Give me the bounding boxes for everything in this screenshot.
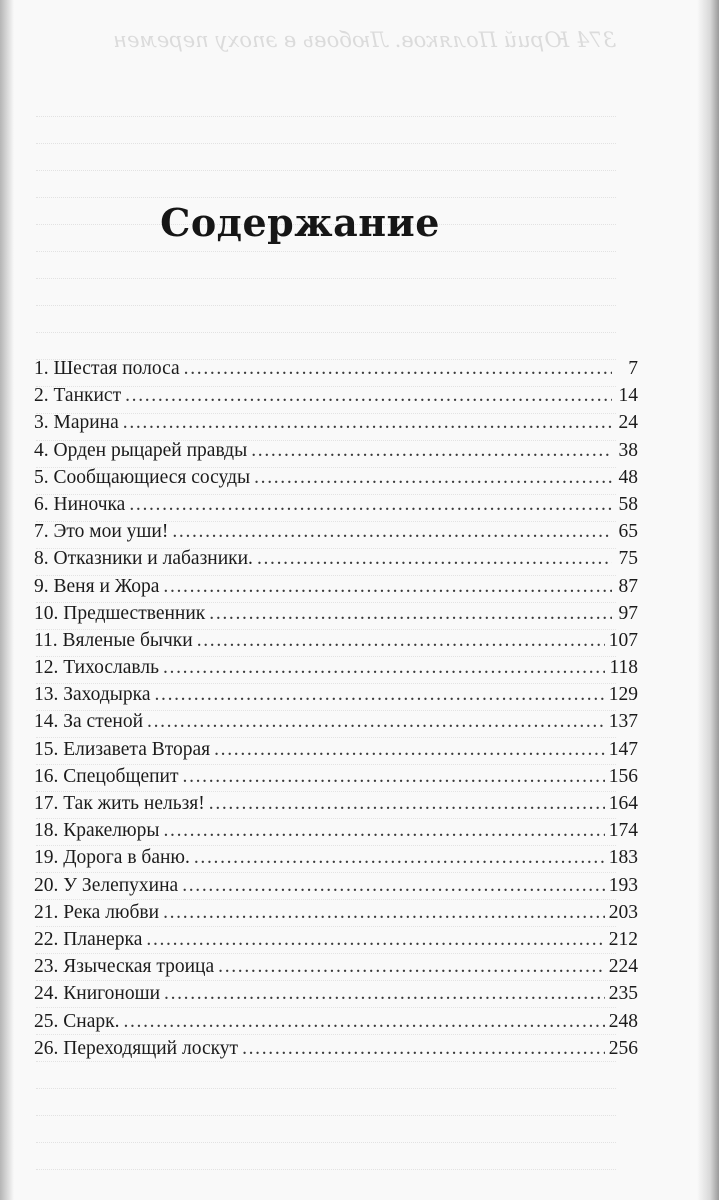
toc-entry (34, 983, 638, 1010)
toc-entry (34, 847, 638, 874)
toc-entry-title: 19. Дорога в баню. (34, 847, 190, 869)
bleed-through-line (36, 90, 616, 117)
toc-entry-page-number: 203 (608, 901, 638, 923)
toc-dot-leader (154, 684, 604, 706)
toc-dot-leader (164, 983, 605, 1005)
toc-entry-page-number: 97 (618, 602, 638, 624)
toc-entry-page-number: 164 (608, 793, 638, 814)
toc-dot-leader (197, 630, 605, 652)
toc-entry (34, 467, 638, 494)
toc-dot-leader (209, 793, 605, 815)
toc-entry-page-number: 248 (608, 1010, 638, 1032)
toc-entry-page-number: 65 (618, 521, 638, 543)
toc-entry-page-number: 224 (608, 956, 638, 978)
toc-entry (34, 603, 638, 630)
toc-entry (34, 711, 638, 738)
toc-entry-page-number: 147 (608, 738, 638, 760)
toc-entry (34, 902, 638, 929)
page-right-shadow (697, 0, 719, 1200)
toc-entry (34, 440, 638, 467)
toc-dot-leader (146, 929, 604, 951)
toc-entry-page-number: 118 (609, 657, 638, 679)
toc-entry (34, 630, 638, 657)
toc-entry-title: 8. Отказники и лабазники. (34, 548, 253, 570)
toc-entry-page-number: 7 (628, 358, 638, 379)
toc-entry (34, 657, 638, 684)
bleed-through-line (36, 252, 616, 279)
bleed-through-line (36, 1116, 616, 1143)
toc-entry-title: 22. Планерка (34, 928, 143, 950)
toc-entry (34, 684, 638, 711)
toc-entry (34, 576, 638, 603)
toc-dot-leader (251, 440, 612, 462)
toc-entry (34, 494, 638, 521)
toc-entry (34, 875, 638, 902)
toc-entry-title: 4. Орден рыцарей правды (34, 439, 248, 461)
toc-entry-page-number: 58 (618, 493, 638, 515)
bleed-through-line (36, 171, 616, 198)
toc-entry-page-number: 24 (618, 412, 638, 434)
toc-dot-leader (172, 521, 612, 543)
toc-entry-title: 3. Марина (34, 412, 119, 434)
bleed-through-line (36, 1143, 616, 1170)
toc-entry-page-number: 14 (618, 385, 638, 407)
bleed-through-line (36, 279, 616, 306)
toc-entry-page-number: 193 (608, 874, 638, 896)
bleed-through-line (36, 1062, 616, 1089)
toc-entry-title: 10. Предшественник (34, 602, 206, 624)
toc-entry (34, 739, 638, 766)
toc-dot-leader (163, 657, 605, 679)
toc-dot-leader (184, 358, 612, 380)
toc-entry (34, 548, 638, 575)
toc-entry (34, 521, 638, 548)
toc-entry-page-number: 183 (608, 847, 638, 869)
toc-entry-title: 9. Веня и Жора (34, 575, 160, 597)
toc-entry-page-number: 75 (618, 548, 638, 570)
toc-entry-title: 16. Спецобщепит (34, 765, 179, 787)
toc-dot-leader (163, 902, 605, 924)
toc-entry-title: 26. Переходящий лоскут (34, 1037, 239, 1059)
bleed-through-running-header: 374 Юрий Поляков. Любовь в эпоху перемен (113, 28, 616, 52)
toc-dot-leader (218, 956, 605, 978)
toc-entry-page-number: 87 (618, 575, 638, 597)
toc-entry (34, 385, 638, 412)
toc-entry-title: 23. Языческая троица (34, 956, 215, 978)
page-left-shadow (0, 0, 14, 1200)
toc-entry-title: 12. Тихославль (34, 657, 159, 679)
bleed-through-line (36, 144, 616, 171)
toc-entry-page-number: 212 (608, 928, 638, 950)
bleed-through-line (36, 306, 616, 333)
toc-entry-title: 5. Сообщающиеся сосуды (34, 466, 251, 488)
toc-entry-page-number: 38 (618, 439, 638, 461)
toc-dot-leader (194, 847, 605, 869)
bleed-through-line (36, 1089, 616, 1116)
toc-dot-leader (123, 1011, 604, 1033)
page-title: Содержание (160, 200, 440, 245)
toc-entry (34, 1011, 638, 1038)
toc-dot-leader (257, 548, 612, 570)
toc-entry (34, 956, 638, 983)
toc-entry (34, 929, 638, 956)
toc-entry-title: 18. Кракелюры (34, 820, 160, 842)
toc-entry-page-number: 48 (618, 466, 638, 488)
toc-entry-title: 20. У Зелепухина (34, 874, 179, 896)
toc-entry-title: 1. Шестая полоса (34, 358, 180, 379)
toc-entry-page-number: 256 (608, 1037, 638, 1059)
toc-entry-title: 7. Это мои уши! (34, 521, 169, 543)
toc-entry (34, 793, 638, 820)
toc-dot-leader (147, 711, 605, 733)
toc-entry-page-number: 235 (608, 983, 638, 1005)
toc-dot-leader (123, 412, 612, 434)
toc-entry-title: 11. Вяленые бычки (34, 629, 193, 651)
toc-dot-leader (182, 875, 605, 897)
toc-entry-title: 24. Книгоноши (34, 983, 161, 1005)
toc-entry-title: 6. Ниночка (34, 493, 126, 515)
toc-entry-page-number: 174 (608, 820, 638, 842)
toc-entry (34, 766, 638, 793)
toc-dot-leader (214, 739, 605, 761)
toc-dot-leader (125, 385, 612, 407)
toc-dot-leader (163, 820, 604, 842)
toc-entry-title: 13. Заходырка (34, 684, 151, 706)
toc-entry (34, 1038, 638, 1065)
toc-dot-leader (254, 467, 612, 489)
toc-entry (34, 412, 638, 439)
toc-entry-page-number: 137 (608, 711, 638, 733)
toc-dot-leader (163, 576, 612, 598)
toc-entry (34, 820, 638, 847)
bleed-through-line (36, 117, 616, 144)
table-of-contents (34, 358, 638, 1065)
toc-dot-leader (183, 766, 605, 788)
toc-dot-leader (129, 494, 612, 516)
toc-entry-title: 21. Река любви (34, 901, 160, 923)
toc-entry-title: 15. Елизавета Вторая (34, 738, 211, 760)
toc-entry-page-number: 156 (608, 765, 638, 787)
toc-entry-title: 2. Танкист (34, 385, 122, 407)
toc-dot-leader (209, 603, 612, 625)
toc-entry-title: 17. Так жить нельзя! (34, 793, 205, 814)
toc-dot-leader (242, 1038, 605, 1060)
toc-entry-title: 14. За стеной (34, 711, 144, 733)
toc-entry-page-number: 107 (608, 629, 638, 651)
toc-entry-page-number: 129 (608, 684, 638, 706)
toc-entry-title: 25. Снарк. (34, 1010, 120, 1032)
toc-entry (34, 358, 638, 385)
bleed-through-line (36, 333, 616, 360)
